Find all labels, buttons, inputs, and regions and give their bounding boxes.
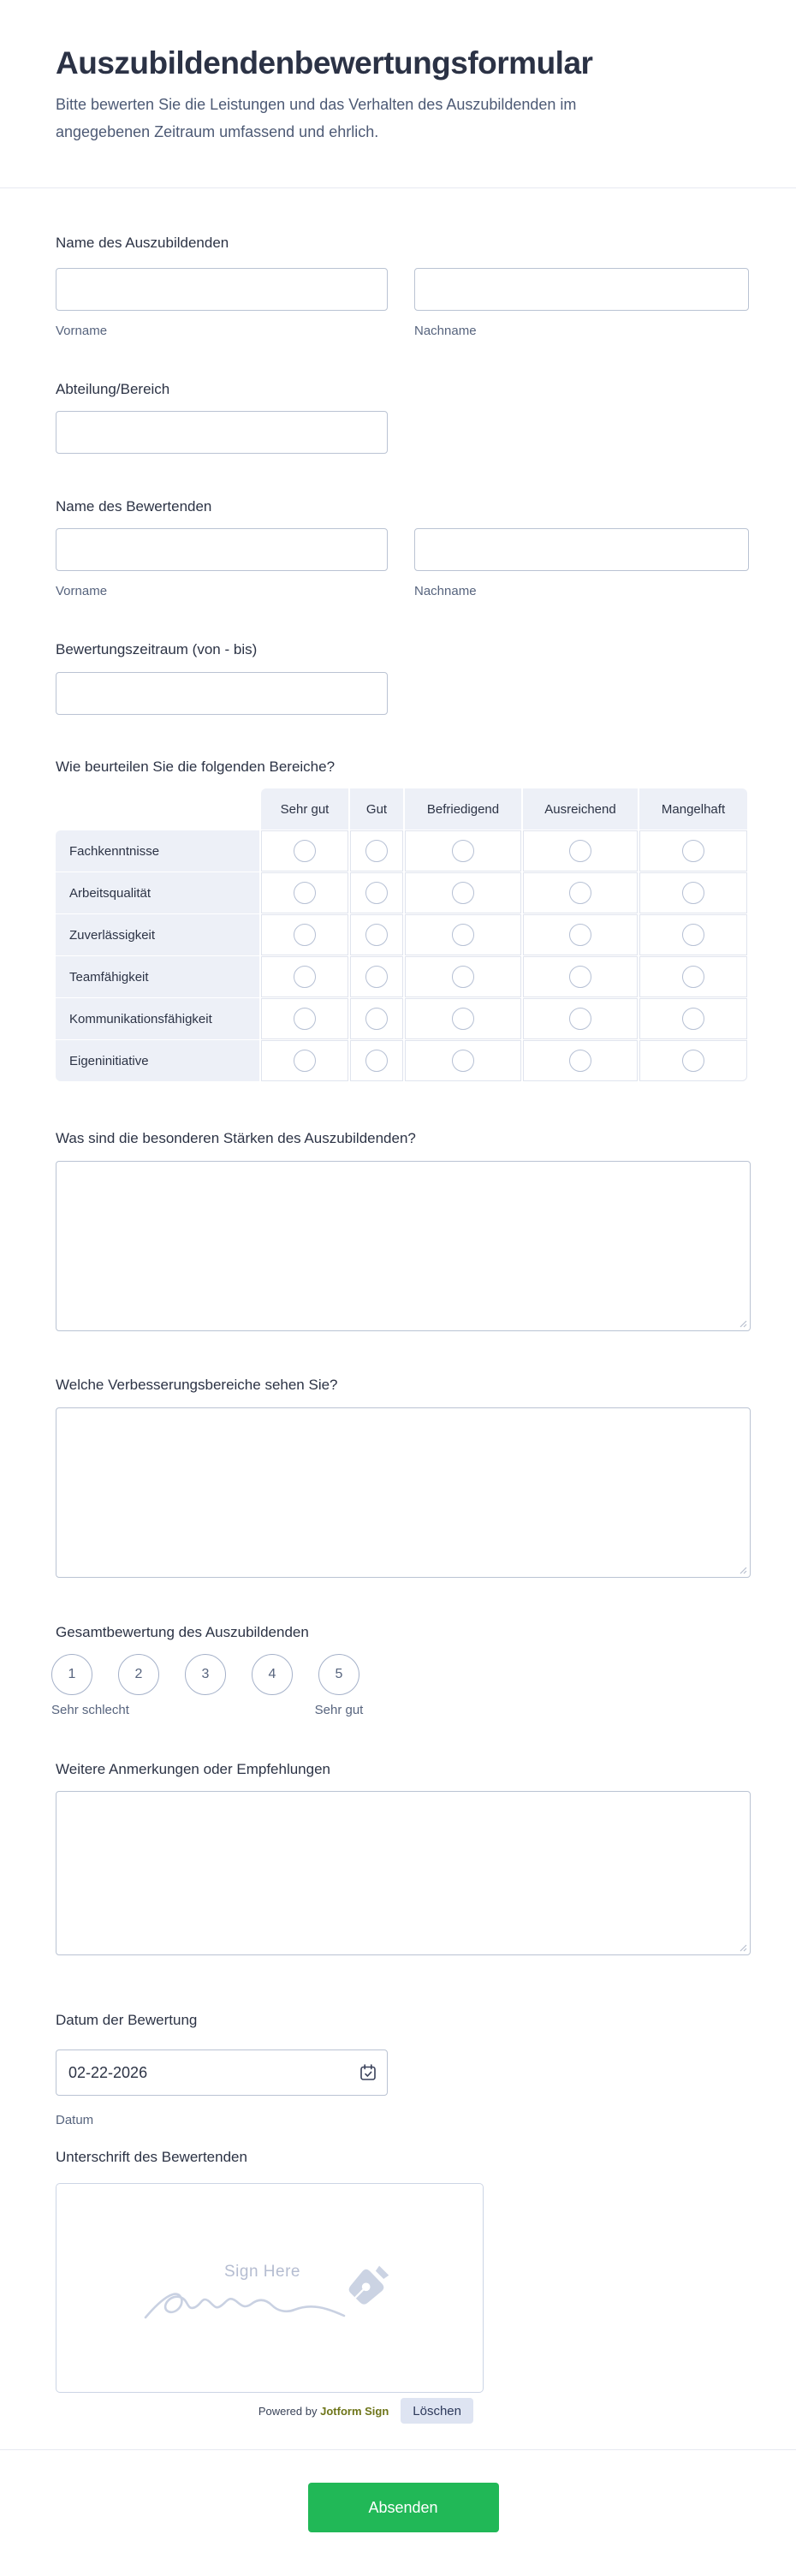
matrix-radio[interactable] (452, 1050, 474, 1072)
matrix-radio[interactable] (294, 840, 316, 862)
evaluator-first-name-sublabel: Vorname (56, 584, 108, 598)
matrix-radio[interactable] (365, 1050, 388, 1072)
trainee-name-sublabels (56, 323, 751, 340)
matrix-radio[interactable] (365, 924, 388, 946)
scale-min-label: Sehr schlecht (51, 1703, 129, 1717)
matrix-radio[interactable] (294, 966, 316, 988)
strengths-textarea[interactable] (56, 1161, 751, 1331)
calendar-picker-button[interactable] (359, 2063, 377, 2082)
date-label: Datum der Bewertung (56, 2012, 198, 2028)
improvements-textarea-wrap (56, 1407, 751, 1578)
signature-pad[interactable] (56, 2183, 484, 2393)
period-label: Bewertungszeitraum (von - bis) (56, 641, 258, 657)
matrix-row-label-teamfaehigkeit: Teamfähigkeit (56, 956, 259, 997)
matrix-radio[interactable] (294, 1008, 316, 1030)
overall-rating-label: Gesamtbewertung des Auszubildenden (56, 1624, 309, 1640)
matrix-col-gut: Gut (350, 788, 403, 830)
powered-by-label: Powered by (258, 2404, 318, 2418)
matrix-radio[interactable] (682, 882, 704, 904)
matrix-row (56, 956, 747, 997)
scale-option-4[interactable]: 4 (252, 1654, 293, 1695)
strengths-textarea-wrap (56, 1161, 751, 1331)
powered-by-text (258, 2405, 389, 2418)
matrix-col-mangelhaft: Mangelhaft (639, 788, 747, 830)
pen-nib-icon (344, 2261, 392, 2309)
matrix-radio[interactable] (569, 882, 591, 904)
matrix-radio[interactable] (365, 1008, 388, 1030)
trainee-last-name-input[interactable] (414, 268, 749, 311)
matrix-radio[interactable] (569, 840, 591, 862)
matrix-col-befriedigend: Befriedigend (405, 788, 521, 830)
form-header (0, 0, 796, 187)
matrix-row-label-fachkenntnisse: Fachkenntnisse (56, 830, 259, 872)
signature-squiggle (142, 2278, 353, 2326)
scale-option-3[interactable]: 3 (185, 1654, 226, 1695)
matrix-header-row (56, 788, 747, 830)
rating-scale (51, 1654, 359, 1695)
matrix-radio[interactable] (682, 1008, 704, 1030)
trainee-last-name-sublabel: Nachname (414, 324, 477, 338)
signature-label: Unterschrift des Bewertenden (56, 2149, 247, 2165)
department-input[interactable] (56, 411, 388, 454)
submit-button[interactable]: Absenden (308, 2483, 499, 2532)
evaluator-name-inputs (56, 528, 751, 571)
remarks-textarea[interactable] (56, 1791, 751, 1955)
matrix-radio[interactable] (569, 966, 591, 988)
matrix-radio[interactable] (452, 840, 474, 862)
matrix-row (56, 914, 747, 955)
signature-clear-button[interactable]: Löschen (401, 2398, 473, 2424)
matrix-radio[interactable] (569, 1050, 591, 1072)
remarks-textarea-wrap (56, 1791, 751, 1955)
matrix-radio[interactable] (294, 924, 316, 946)
rating-matrix (54, 788, 749, 1082)
matrix-radio[interactable] (452, 882, 474, 904)
form-body (0, 233, 796, 2449)
matrix-radio[interactable] (452, 1008, 474, 1030)
evaluator-last-name-sublabel: Nachname (414, 584, 477, 598)
matrix-radio[interactable] (365, 840, 388, 862)
matrix-radio[interactable] (365, 882, 388, 904)
evaluator-first-name-input[interactable] (56, 528, 388, 571)
remarks-label: Weitere Anmerkungen oder Empfehlungen (56, 1761, 330, 1777)
matrix-radio[interactable] (569, 1008, 591, 1030)
trainee-name-inputs (56, 268, 751, 311)
page-title: Auszubildendenbewertungsformular (56, 45, 593, 80)
scale-labels (51, 1702, 364, 1719)
evaluator-last-name-input[interactable] (414, 528, 749, 571)
strengths-label: Was sind die besonderen Stärken des Auszubildenden? (56, 1130, 416, 1146)
matrix-row (56, 1040, 747, 1081)
signature-meta-row (56, 2398, 484, 2424)
matrix-row (56, 872, 747, 913)
matrix-radio[interactable] (569, 924, 591, 946)
jotform-sign-brand-link[interactable]: Jotform Sign (320, 2404, 389, 2418)
matrix-radio[interactable] (682, 966, 704, 988)
matrix-radio[interactable] (682, 924, 704, 946)
trainee-name-label: Name des Auszubildenden (56, 235, 229, 251)
matrix-row-label-arbeitsqualitaet: Arbeitsqualität (56, 872, 259, 913)
calendar-check-icon (359, 2063, 377, 2082)
improvements-label: Welche Verbesserungsbereiche sehen Sie? (56, 1377, 338, 1393)
header-divider (0, 187, 796, 188)
period-input[interactable] (56, 672, 388, 715)
matrix-radio[interactable] (682, 1050, 704, 1072)
matrix-radio[interactable] (294, 1050, 316, 1072)
matrix-row (56, 998, 747, 1039)
matrix-col-ausreichend: Ausreichend (523, 788, 638, 830)
date-field (56, 2049, 388, 2096)
trainee-first-name-input[interactable] (56, 268, 388, 311)
matrix-radio[interactable] (682, 840, 704, 862)
improvements-textarea[interactable] (56, 1407, 751, 1578)
signature-placeholder: Sign Here (224, 2263, 300, 2281)
scale-max-label: Sehr gut (314, 1703, 364, 1717)
matrix-empty-corner (56, 788, 259, 830)
matrix-row (56, 830, 747, 872)
date-input[interactable] (56, 2049, 388, 2096)
trainee-first-name-sublabel: Vorname (56, 324, 108, 338)
matrix-radio[interactable] (452, 924, 474, 946)
matrix-label: Wie beurteilen Sie die folgenden Bereiche? (56, 759, 336, 775)
form-footer (0, 2450, 796, 2576)
scale-option-1[interactable]: 1 (51, 1654, 92, 1695)
matrix-row-label-kommunikationsfaehigkeit: Kommunikationsfähigkeit (56, 998, 259, 1039)
matrix-row-label-zuverlaessigkeit: Zuverlässigkeit (56, 914, 259, 955)
scale-option-2[interactable]: 2 (118, 1654, 159, 1695)
matrix-radio[interactable] (294, 882, 316, 904)
page-subtitle: Bitte bewerten Sie die Leistungen und das Verhalten des Auszubildenden im angegebenen Zeitraum umfassend und ehrlich. (56, 96, 577, 140)
matrix-radio[interactable] (452, 966, 474, 988)
matrix-radio[interactable] (365, 966, 388, 988)
matrix-row-label-eigeninitiative: Eigeninitiative (56, 1040, 259, 1081)
matrix-col-sehr-gut: Sehr gut (261, 788, 348, 830)
evaluator-name-sublabels (56, 583, 751, 600)
scale-option-5[interactable]: 5 (318, 1654, 359, 1695)
department-label: Abteilung/Bereich (56, 381, 170, 397)
date-sublabel: Datum (56, 2113, 94, 2127)
evaluator-name-label: Name des Bewertenden (56, 498, 212, 515)
